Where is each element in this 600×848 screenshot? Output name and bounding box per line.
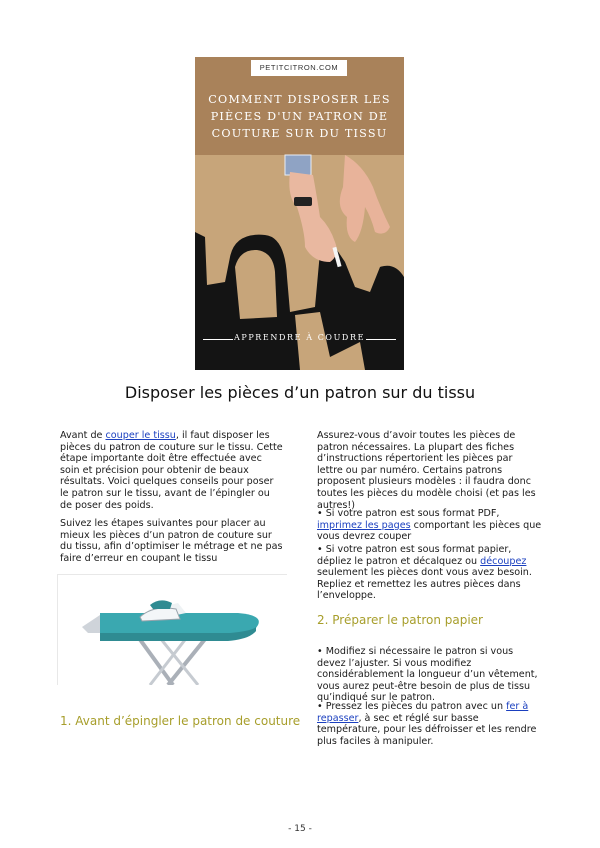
text-segment: , à sec et réglé sur basse température, pour les défroisser et les rendre plus faciles à manipuler. xyxy=(317,712,537,747)
text-segment: seulement les pièces dont vous avez besoin. Repliez et remettez les autres pièces dans l’enveloppe. xyxy=(317,567,532,602)
bullet-pdf xyxy=(317,508,543,543)
fabric-cutout-2 xyxy=(235,250,277,319)
watch xyxy=(294,197,312,206)
modify-text: • Modifiez si nécessaire le patron si vous devez l’ajuster. Si vous modifiez considérablement la longueur d’un vêtement, vous aurez peut-être besoin de plus de tissu qu’indiqué sur le patron. xyxy=(317,646,538,704)
text-segment: • Si votre patron est sous format PDF, xyxy=(317,508,500,519)
intro-paragraph xyxy=(60,430,284,511)
text-segment: • Pressez les pièces du patron avec un xyxy=(317,701,507,712)
page-number: - 15 - xyxy=(288,824,312,834)
cover-title xyxy=(195,91,404,142)
left-hand xyxy=(289,172,336,262)
brand-label: PETITCITRON.COM xyxy=(251,60,347,76)
cover-title-line: COMMENT DISPOSER LES xyxy=(208,93,391,106)
page-title: Disposer les pièces d’un patron sur du tissu xyxy=(124,383,476,402)
imprimez-pages-link[interactable]: imprimez les pages xyxy=(317,519,411,531)
ironing-board-image xyxy=(57,574,287,685)
fer-repasser-link[interactable]: fer à repasser xyxy=(317,701,529,724)
cover-title-line: PIÈCES D'UN PATRON DE xyxy=(210,110,389,123)
section-heading-1: 1. Avant d’épingler le patron de couture xyxy=(60,714,301,728)
text-segment: Avant de xyxy=(60,430,106,441)
bullet-press xyxy=(317,701,543,747)
right-hand xyxy=(340,155,390,242)
text-segment: , il faut disposer les pièces du patron de couture sur le tissu. Cette étape importante doit être effectuée avec soin et précision pour obtenir de beaux résultats. Voici quelques conseils pour poser le patron sur le tissu, avant de l’épingler ou de poser des poids. xyxy=(60,430,283,511)
cover-tagline: APPRENDRE À COUDRE xyxy=(233,333,366,342)
steps-text: Suivez les étapes suivantes pour placer au mieux les pièces d’un patron de couture sur du tissu, afin d’optimiser le métrage et ne pas faire d’erreur en coupant le tissu xyxy=(60,518,283,564)
pieces-paragraph xyxy=(317,430,541,511)
decoupez-link[interactable]: découpez xyxy=(480,555,527,567)
section-heading-2: 2. Préparer le patron papier xyxy=(317,613,483,627)
cover-image xyxy=(195,57,404,370)
sleeve xyxy=(285,155,311,175)
steps-paragraph xyxy=(60,518,284,564)
couper-tissu-link[interactable]: couper le tissu xyxy=(105,430,176,441)
cover-title-line: COUTURE SUR DU TISSU xyxy=(211,127,388,140)
iron xyxy=(140,608,180,621)
text-segment: • Si votre patron est sous format papier, dépliez le patron et décalquez ou xyxy=(317,544,512,567)
pieces-text: Assurez-vous d’avoir toutes les pièces de patron nécessaires. La plupart des fiches d’instructions répertorient les pièces par lettre ou par numéro. Certains patrons proposent plusieurs modèles : il faudra donc toutes les pièces du modèle choisi (et pas les autres!) xyxy=(317,430,536,511)
bullet-paper xyxy=(317,544,543,602)
text-segment: comportant les pièces que vous devrez couper xyxy=(317,519,542,543)
ironing-board-illustration xyxy=(58,575,287,685)
bullet-modify xyxy=(317,646,543,704)
